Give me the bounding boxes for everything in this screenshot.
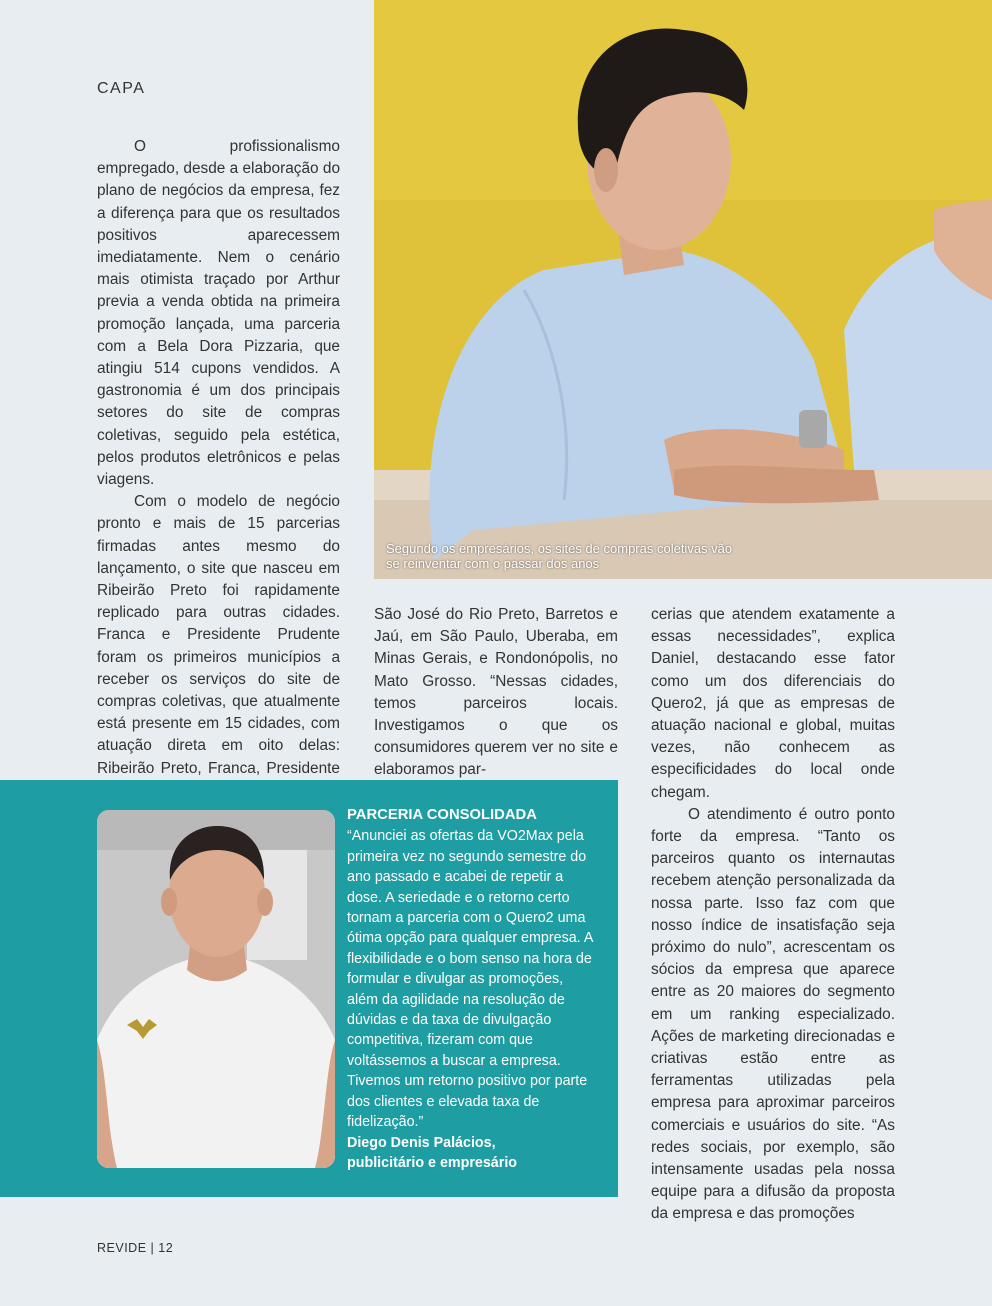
hero-photo — [374, 0, 992, 579]
article-column-1 — [97, 136, 340, 802]
testimonial-title: PARCERIA CONSOLIDADA — [347, 807, 537, 823]
paragraph: O atendimento é outro ponto forte da empresa. “Tanto os parceiros quanto os internautas recebem atenção personalizada da nossa parte. Isso faz com que nosso índice de insatisfação seja próximo do nulo”, acrescentam os sócios da empresa que aparece entre as 20 maiores do segmento em um ranking especializado. Ações de marketing direcionadas e criativas estão entre as ferramentas utilizadas pela empresa para aproximar parceiros comerciais e usuários do site. “As redes sociais, por exemplo, são intensamente usadas pela nossa equipe para a difusão da proposta da empresa e das promoções — [651, 805, 895, 1223]
page-footer — [97, 1241, 173, 1255]
testimonial-author: Diego Denis Palácios, — [347, 1134, 496, 1151]
testimonial-quote: “Anunciei as ofertas da VO2Max pela primeira vez no segundo semestre do ano passado e acabei de repetir a dose. A seriedade e o retorno certo tornam a parceria com o Quero2 uma ótima opção para qualquer empresa. A flexibilidade e o bom senso na hora de formular e divulgar as promoções, além da agilidade na resolução de dúvidas e da taxa de divulgação competitiva, fizeram com que voltássemos a buscar a empresa. Tivemos um retorno positivo por parte dos clientes e elevada taxa de fidelização.” — [347, 828, 593, 1131]
hero-photo-illustration — [374, 0, 992, 579]
article-column-2 — [374, 604, 618, 782]
paragraph: Com o modelo de negócio pronto e mais de 15 parcerias firmadas antes mesmo do lançamento, o site que nasceu em Ribeirão Preto foi rapidamente replicado para outras cidades. Franca e Presidente Prudente foram os primeiros municípios a receber os serviços do site de compras coletivas, que atualmente está presente em 15 cidades, com atuação direta em oito delas: Ribeirão Preto, Franca, Presidente — [97, 493, 340, 777]
paragraph: O profissionalismo empregado, desde a elaboração do plano de negócios da empresa, fez a diferença para que os resultados positivos aparecessem imediatamente. Nem o cenário mais otimista traçado por Arthur previa a venda obtida na primeira promoção lançada, uma parceria com a Bela Dora Pizzaria, que atingiu 514 cupons vendidos. A gastronomia é um dos principais setores do site de compras coletivas, seguido pela estética, pelos produtos eletrônicos e pelas viagens. — [97, 138, 341, 489]
paragraph: São José do Rio Preto, Barretos e Jaú, em São Paulo, Uberaba, em Minas Gerais, e Rondonópolis, no Mato Grosso. “Nessas cidades, temos parceiros locais. Investigamos o que os consumidores querem ver no site e elaboramos par- — [374, 606, 618, 779]
section-label: CAPA — [97, 80, 146, 97]
testimonial-role: publicitário e empresário — [347, 1154, 518, 1171]
footer-separator: | — [150, 1241, 155, 1255]
article-column-3 — [651, 604, 895, 1226]
paragraph: cerias que atendem exatamente a essas necessidades”, explica Daniel, destacando esse fator como um dos diferenciais do Quero2, já que as empresas de atuação nacional e global, muitas vezes, não conhecem as especificidades do local onde chegam. — [651, 606, 895, 801]
photo-caption: Segundo os empresários, os sites de compras coletivas vão se reinventar com o passar dos anos — [386, 541, 733, 571]
magazine-name: REVIDE — [97, 1241, 147, 1255]
page-number: 12 — [158, 1241, 174, 1255]
testimonial-portrait — [97, 810, 335, 1168]
testimonial-text — [347, 805, 597, 1173]
portrait-illustration — [97, 810, 335, 1168]
